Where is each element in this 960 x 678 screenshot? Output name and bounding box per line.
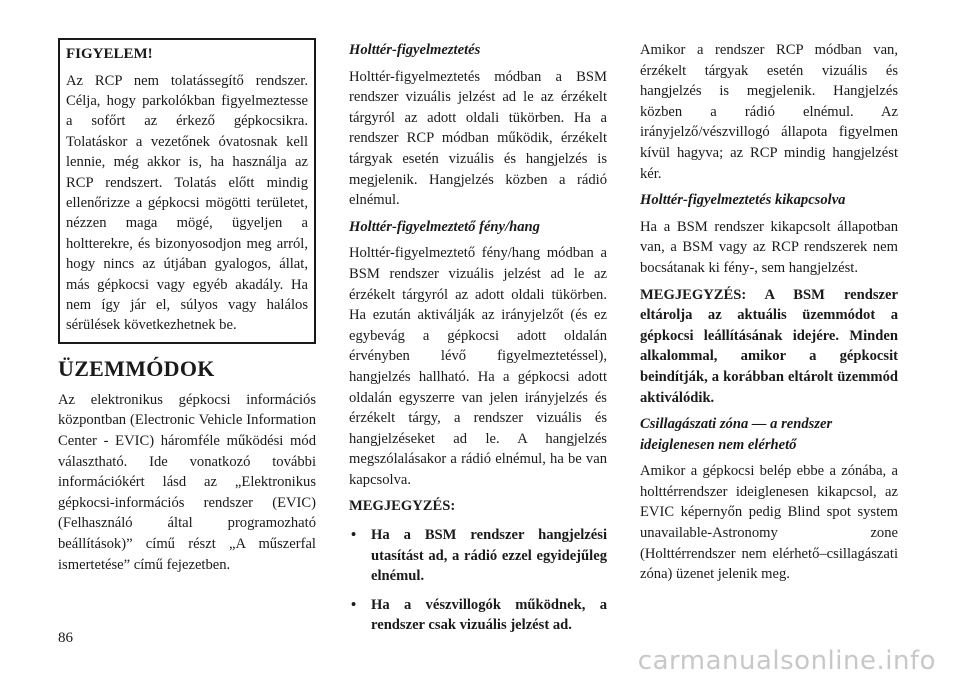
column-left xyxy=(58,38,316,581)
column-middle xyxy=(349,40,607,644)
bullet-text: Ha a BSM rendszer hangjelzési utasítást ad, a rádió ezzel egyidejűleg elnémul. xyxy=(371,527,607,585)
paragraph-blind-spot-alert: Holttér-figyelmeztetés módban a BSM rendszer vizuális jelzést ad le az érzékelt tárgyról az adott oldali tükörben. Ha a rendszer RCP módban működik, érzékelt tárgyak esetén vizuális és hangjelzés is megjelenik. Hangjelzés közben a rádió elnémul. xyxy=(349,68,607,209)
section-body: Az elektronikus gépkocsi információs központban (Electronic Vehicle Information Center - EVIC) háromféle működési mód választható. Ide vonatkozó további információkért lásd az „Elektronikus gépkocsi-információs rendszer (EVIC) (Felhasználó által programozható beállítások)” című részt „A műszerfal ismertetése” című fejezetben. xyxy=(58,391,316,573)
paragraph-astronomy-zone: Amikor a gépkocsi belép ebbe a zónába, a holttérrendszer ideiglenesen kikapcsol, az EVIC képernyőn pedig Blind spot system unavailable-Astronomy zone (Holttérrendszer nem elérhető–csillagászati zóna) üzenet jelenik meg. xyxy=(640,463,898,583)
paragraph-alert-lights-chime: Holttér-figyelmeztető fény/hang módban a BSM rendszer vizuális jelzést ad le az érzékelt tárgyról az adott oldali tükörben. Ha ezután aktiválják az irányjelzőt (és ez egybevág a gépkocsi adott oldalán érvényben lévő figyelmeztetéssel), hangjelzés hallható. Ha a gépkocsi adott oldalán egyszerre van jelen irányjelzés és érzékelt tárgy, a rendszer vizuális és hangjelzéseket ad le. A hangjelzés megszólalásakor a rádió elnémul, ha be van kapcsolva. xyxy=(349,245,607,488)
column-right xyxy=(640,40,898,591)
paragraph-blind-spot-off: Ha a BSM rendszer kikapcsolt állapotban van, a BSM vagy az RCP rendszerek nem bocsátanak ki fény-, sem hangjelzést. xyxy=(640,218,898,276)
list-item xyxy=(349,525,607,587)
subheading-blind-spot-alert: Holttér-figyelmeztetés xyxy=(349,42,481,58)
subheading-alert-lights-chime: Holttér-figyelmeztető fény/hang xyxy=(349,218,540,235)
note-mode-memory: MEGJEGYZÉS: A BSM rendszer eltárolja az aktuális üzemmódot a gépkocsi leállításának idejére. Minden alkalommal, amikor a gépkocsit beindítják, a korábban eltárolt üzemmód aktiválódik. xyxy=(640,286,898,406)
bullet-icon: • xyxy=(351,527,357,544)
warning-box xyxy=(58,38,316,344)
note-bullet-list xyxy=(349,525,607,636)
bullet-icon: • xyxy=(351,596,357,613)
list-item xyxy=(349,595,607,636)
warning-text: Az RCP nem tolatássegítő rendszer. Célja, hogy parkolókban figyelmeztesse a sofőrt az érkező gépkocsikra. Tolatáskor a vezetőnek óvatosnak kell lennie, még akkor is, ha használja az RCP rendszert. Tolatás előtt mindig ellenőrizze a gépkocsi mögötti területet, nézzen maga mögé, ügyeljen a holtterekre, és bizonyosodjon meg arról, hogy nincs az útjában gyalogos, állat, más gépkocsi vagy egyéb akadály. Ha nem így jár el, súlyos vagy halálos sérülések következhetnek be. xyxy=(66,72,308,334)
warning-title: FIGYELEM! xyxy=(66,46,153,62)
bullet-text: Ha a vészvillogók működnek, a rendszer csak vizuális jelzést ad. xyxy=(371,596,607,634)
subheading-astronomy-zone: Csillagászati zóna — a rendszer ideiglenesen nem elérhető xyxy=(640,416,833,453)
watermark: carmanualsonline.info xyxy=(637,646,936,676)
page-number: 86 xyxy=(58,630,73,646)
note-heading: MEGJEGYZÉS: xyxy=(349,498,456,515)
paragraph-rcp-mode: Amikor a rendszer RCP módban van, érzékelt tárgyak esetén vizuális és hangjelzés is megjelenik. Hangjelzés közben a rádió elnémul. Az irányjelző/vészvillogó állapota figyelmen kívül hagyva; az RCP mindig hangjelzést kér. xyxy=(640,42,898,182)
subheading-blind-spot-off: Holttér-figyelmeztetés kikapcsolva xyxy=(640,192,846,209)
section-heading: ÜZEMMÓDOK xyxy=(58,355,215,381)
